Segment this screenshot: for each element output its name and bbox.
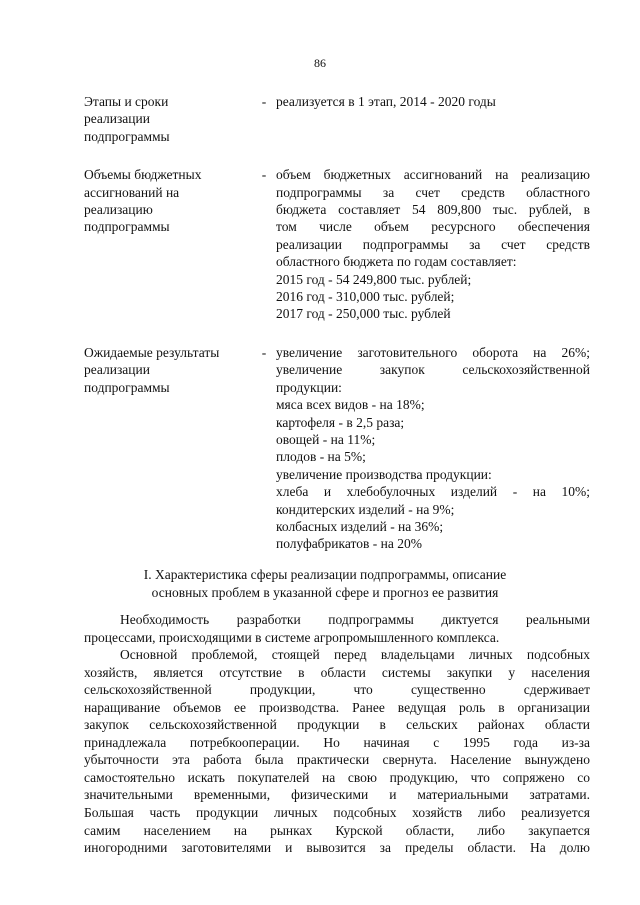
paragraph-line: принадлежала потребкооперации. Но начиная с 1995 года из-за	[84, 734, 590, 750]
value-line: областного бюджета по годам составляет:	[276, 254, 517, 270]
value-line: увеличение закупок сельскохозяйственной	[276, 362, 590, 378]
paragraph-line: наращивание объемов ее производства. Ранее ведущая роль в организации	[84, 699, 590, 715]
passport-value-budget	[276, 166, 590, 323]
paragraph-line: самостоятельно искать покупателей на свою продукцию, что сопряжено со	[84, 769, 590, 785]
section-heading	[90, 566, 560, 601]
label-line: реализации	[84, 362, 150, 378]
section-body	[84, 611, 590, 857]
value-line: 2016 год - 310,000 тыс. рублей;	[276, 289, 455, 305]
passport-value-stages	[276, 93, 590, 145]
label-line: реализацию	[84, 202, 153, 218]
label-line: подпрограммы	[84, 219, 170, 235]
value-line: реализуется в 1 этап, 2014 - 2020 годы	[276, 94, 496, 109]
paragraph-line: Необходимость разработки подпрограммы диктуется реальными	[120, 612, 590, 627]
paragraph-line: самим населением на рынках Курской области, либо закупается	[84, 822, 590, 838]
label-line: подпрограммы	[84, 379, 170, 395]
section-heading-line: основных проблем в указанной сфере и прогноз ее развития	[151, 584, 499, 600]
value-line: кондитерских изделий - на 9%;	[276, 501, 455, 517]
value-line: реализации подпрограммы за счет средств	[276, 236, 590, 252]
value-line: овощей - на 11%;	[276, 431, 376, 447]
passport-label-budget	[84, 166, 252, 323]
paragraph-line: хозяйств, является отсутствие в области системы закупки у населения	[84, 664, 590, 680]
value-line: увеличение производства продукции:	[276, 466, 492, 482]
paragraph-line: иногородними заготовителями и вывозится за пределы области. На долю	[84, 840, 590, 856]
paragraph-line: убыточности эта работа была практически свернута. Население вынуждено	[84, 752, 590, 768]
paragraph-line: значительными временными, физическими и материальными затратами.	[84, 787, 590, 803]
passport-row-stages	[84, 93, 590, 145]
paragraph-line: закупок сельскохозяйственной продукции в сельских районах области	[84, 717, 590, 733]
value-line: бюджета составляет 54 809,800 тыс. рублей, в	[276, 202, 590, 218]
page-number: 86	[314, 56, 326, 70]
value-line: объем бюджетных ассигнований на реализацию	[276, 167, 590, 183]
value-line: том числе объем ресурсного обеспечения	[276, 219, 590, 235]
value-line: плодов - на 5%;	[276, 449, 366, 465]
section-heading-line: I. Характеристика сферы реализации подпрограммы, описание	[143, 567, 507, 582]
value-line: мяса всех видов - на 18%;	[276, 397, 425, 413]
label-line: ассигнований на	[84, 184, 180, 200]
paragraph-line: Большая часть продукции личных подсобных хозяйств либо реализуется	[84, 805, 590, 821]
passport-label-stages	[84, 93, 252, 145]
label-line: реализации	[84, 111, 150, 127]
label-line: Этапы и сроки	[84, 94, 169, 109]
value-line: 2015 год - 54 249,800 тыс. рублей;	[276, 271, 472, 287]
value-line: 2017 год - 250,000 тыс. рублей	[276, 306, 451, 322]
passport-dash: -	[261, 94, 267, 109]
label-line: подпрограммы	[84, 128, 170, 144]
passport-label-results	[84, 344, 252, 553]
value-line: хлеба и хлебобулочных изделий - на 10%;	[276, 484, 590, 500]
subprogram-passport-table	[84, 93, 590, 553]
passport-dash: -	[261, 344, 267, 360]
value-line: полуфабрикатов - на 20%	[276, 536, 422, 552]
passport-value-results	[276, 344, 590, 553]
paragraph-line: Основной проблемой, стоящей перед владельцами личных подсобных	[120, 647, 590, 663]
value-line: картофеля - в 2,5 раза;	[276, 414, 405, 430]
paragraph-line: сельскохозяйственной продукции, что существенно сдерживает	[84, 682, 590, 698]
paragraph-line: процессами, происходящими в системе агропромышленного комплекса.	[84, 629, 500, 645]
passport-row-budget	[84, 166, 590, 323]
value-line: колбасных изделий - на 36%;	[276, 518, 444, 534]
passport-row-results	[84, 344, 590, 553]
label-line: Ожидаемые результаты	[84, 344, 220, 360]
label-line: Объемы бюджетных	[84, 167, 202, 183]
value-line: увеличение заготовительного оборота на 26%;	[276, 344, 590, 360]
passport-dash: -	[261, 167, 267, 183]
value-line: подпрограммы за счет средств областного	[276, 184, 590, 200]
value-line: продукции:	[276, 379, 342, 395]
